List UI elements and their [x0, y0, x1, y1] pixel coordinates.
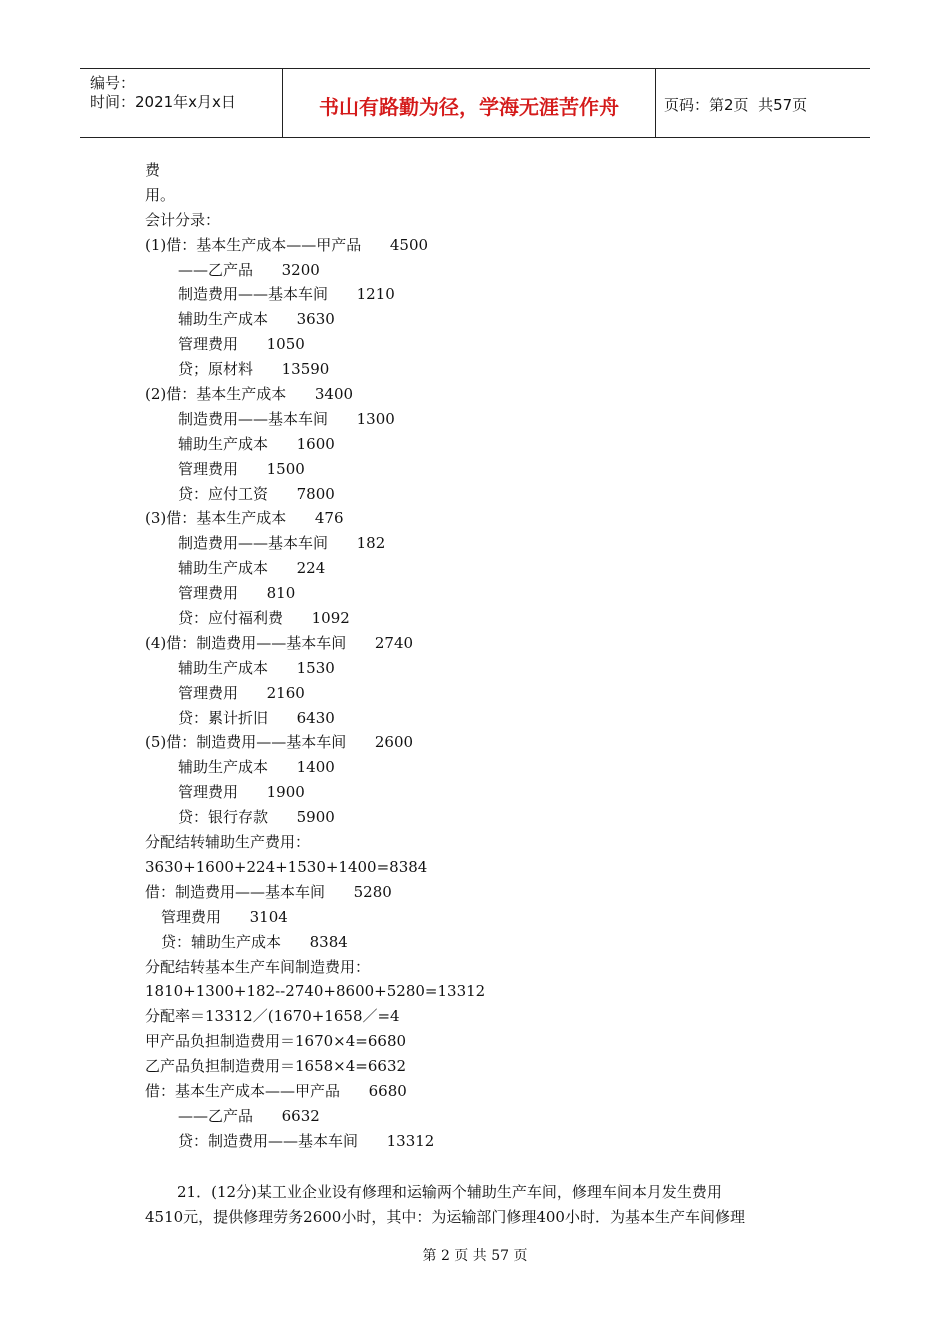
entry-line: (2)借：基本生产成本 3400 — [145, 385, 354, 404]
section-heading: 分配结转辅助生产费用： — [145, 833, 311, 852]
entry-line: 贷：银行存款 5900 — [178, 808, 335, 827]
entry-line: 贷：应付福利费 1092 — [178, 609, 350, 628]
header-page-code: 页码：第2页 共57页 — [664, 96, 808, 114]
entry-line: 制造费用——基本车间 1300 — [178, 409, 395, 428]
formula-line: 1810+1300+182--2740+8600+5280=13312 — [145, 982, 486, 1001]
entry-line: 辅助生产成本 1600 — [178, 434, 335, 453]
paragraph-line: 4510元，提供修理劳务2600小时，其中：为运输部门修理400小时．为基本生产车间修理 — [145, 1208, 745, 1226]
section-heading: 会计分录： — [145, 210, 221, 229]
page-footer: 第 2 页 共 57 页 — [422, 1248, 528, 1264]
formula-line: 甲产品负担制造费用＝1670×4=6680 — [145, 1032, 407, 1051]
entry-line: 制造费用——基本车间 1210 — [178, 285, 395, 304]
page-header — [80, 68, 870, 138]
entry-line: 辅助生产成本 3630 — [178, 310, 335, 329]
entry-line: (3)借：基本生产成本 476 — [145, 509, 344, 528]
entry-line: (1)借：基本生产成本——甲产品 4500 — [145, 235, 429, 254]
entry-line: 管理费用 2160 — [178, 683, 305, 702]
entry-line: 管理费用 1500 — [178, 459, 305, 478]
text-line: 费 — [145, 161, 161, 179]
serial-label: 编号： — [90, 74, 136, 92]
entry-line: 辅助生产成本 224 — [178, 559, 326, 578]
entry-line: ——乙产品 6632 — [178, 1106, 320, 1125]
entry-line: 贷：辅助生产成本 8384 — [161, 932, 348, 951]
entry-line: 贷：累计折旧 6430 — [178, 708, 335, 727]
paragraph-line: 21．(12分)某工业企业设有修理和运输两个辅助生产车间，修理车间本月发生费用 — [177, 1183, 722, 1201]
time-label: 时间：2021年x月x日 — [90, 93, 236, 111]
formula-line: 分配率＝13312／(1670+1658／=4 — [145, 1007, 400, 1026]
entry-line: 管理费用 1900 — [178, 783, 305, 802]
entry-line: (5)借：制造费用——基本车间 2600 — [145, 733, 414, 752]
entry-line: (4)借：制造费用——基本车间 2740 — [145, 633, 414, 652]
entry-line: 贷；原材料 13590 — [178, 360, 330, 379]
text-line: 用。 — [145, 185, 176, 204]
header-right-cell — [655, 69, 870, 137]
entry-line: 借：基本生产成本——甲产品 6680 — [145, 1081, 407, 1100]
header-left-cell — [80, 69, 282, 137]
entry-line: 借：制造费用——基本车间 5280 — [145, 882, 392, 901]
formula-line: 乙产品负担制造费用＝1658×4=6632 — [145, 1057, 407, 1076]
question-21-paragraph — [145, 1180, 815, 1230]
entry-line: 管理费用 1050 — [178, 335, 305, 354]
header-motto-cell — [282, 69, 656, 137]
entry-line: 辅助生产成本 1400 — [178, 758, 335, 777]
section-heading: 分配结转基本生产车间制造费用： — [145, 957, 371, 976]
journal-entries — [145, 158, 825, 1154]
entry-line: 制造费用——基本车间 182 — [178, 534, 386, 553]
entry-line: 贷：制造费用——基本车间 13312 — [178, 1131, 435, 1150]
entry-line: 管理费用 810 — [178, 584, 296, 603]
entry-line: 管理费用 3104 — [161, 907, 288, 926]
entry-line: 贷：应付工资 7800 — [178, 484, 335, 503]
entry-line: ——乙产品 3200 — [178, 260, 320, 279]
header-motto: 书山有路勤为径，学海无涯苦作舟 — [319, 95, 619, 119]
formula-line: 3630+1600+224+1530+1400=8384 — [145, 857, 428, 876]
entry-line: 辅助生产成本 1530 — [178, 658, 335, 677]
